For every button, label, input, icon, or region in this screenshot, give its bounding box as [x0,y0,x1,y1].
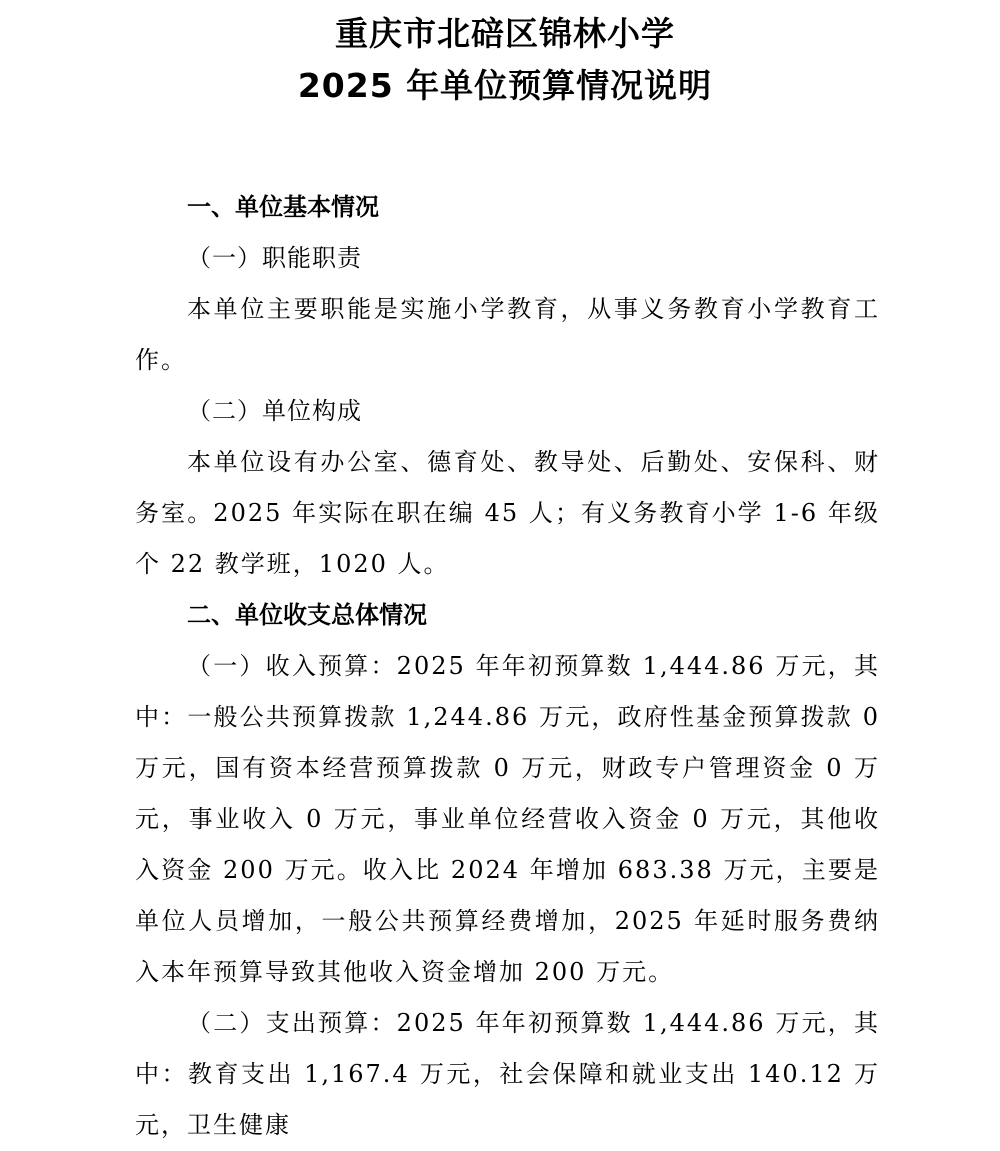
subsection-2-1-body: 2025 年年初预算数 1,444.86 万元，其中：一般公共预算拨款 1,244.86 万元，政府性基金预算拨款 0 万元，国有资本经营预算拨款 0 万元，财政专户管理资金 0 万元，事业收入 0 万元，事业单位经营收入资金 0 万元，其他收入资金 200 万元。收入比 2024 年增加 683.38 万元，主要是单位人员增加，一般公共预算经费增加，2025 年延时服务费纳入本年预算导致其他收入资金增加 200 万元。 [135,652,881,986]
subsection-2-1-paragraph [135,641,880,998]
title-spacer [135,112,880,182]
document-title [0,8,1000,112]
subsection-2-2-body: 2025 年年初预算数 1,444.86 万元，其中：教育支出 1,167.4 万元，社会保障和就业支出 140.12 万元，卫生健康 [135,1009,881,1139]
subsection-1-1-heading: （一）职能职责 [187,244,362,272]
subsection-1-2-body: 本单位设有办公室、德育处、教导处、后勤处、安保科、财务室。2025 年实际在职在编 45 人；有义务教育小学 1-6 年级个 22 教学班，1020 人。 [135,448,880,578]
subsection-1-2-heading: （二）单位构成 [187,397,362,425]
subsection-2-2-heading: （二）支出预算： [187,1009,397,1037]
document-page [135,8,880,1151]
section-1-heading: 一、单位基本情况 [187,193,379,221]
section-2-heading: 二、单位收支总体情况 [187,601,427,629]
subsection-2-1-heading: （一）收入预算： [187,652,397,680]
title-line-2: 2025 年单位预算情况说明 [297,66,713,105]
subsection-2-2-paragraph [135,998,880,1151]
title-line-1: 重庆市北碚区锦林小学 [335,14,675,53]
subsection-1-1-body: 本单位主要职能是实施小学教育，从事义务教育小学教育工作。 [135,295,880,374]
